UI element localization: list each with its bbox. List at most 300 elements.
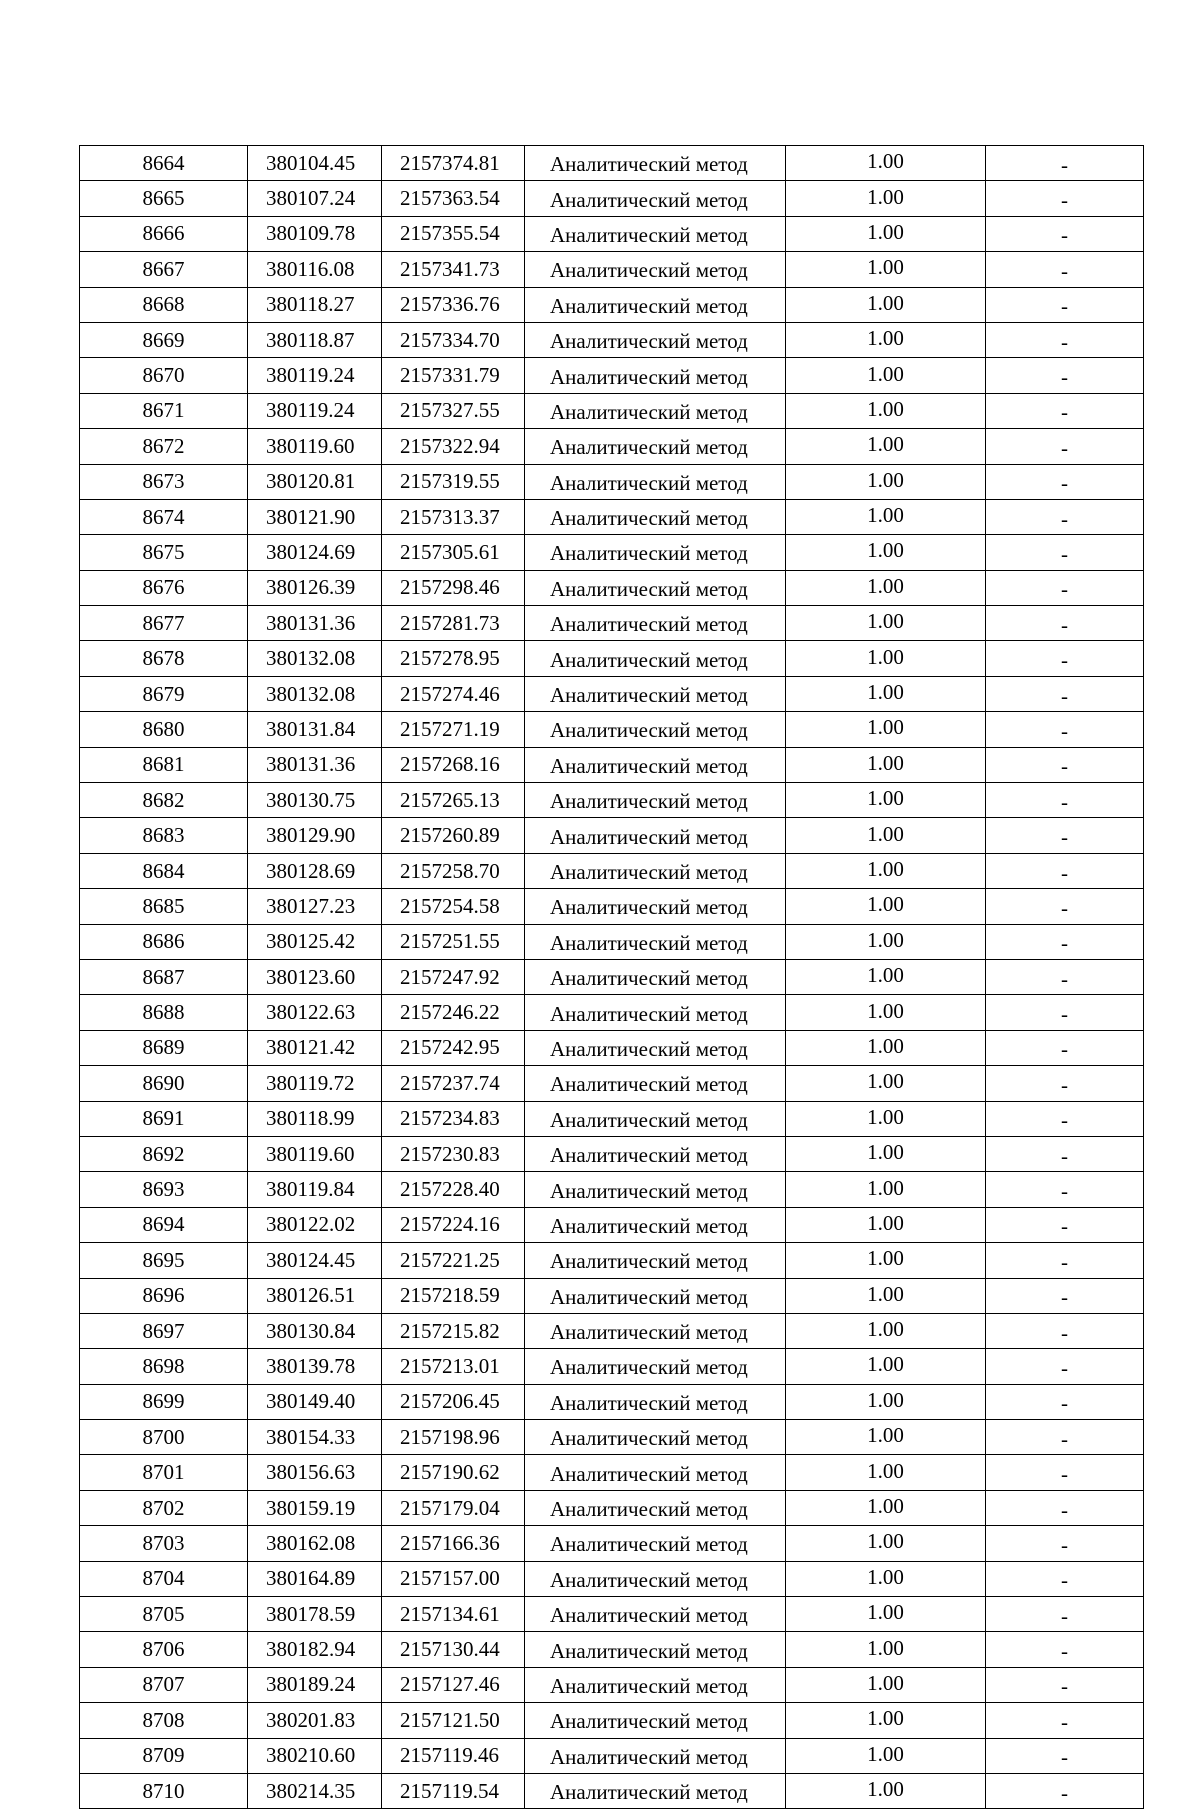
note-cell: - — [986, 216, 1144, 251]
x-coordinate-cell: 380119.60 — [248, 429, 382, 464]
point-number-cell: 8675 — [80, 535, 248, 570]
method-cell: Аналитический метод — [525, 676, 786, 711]
point-number-cell: 8691 — [80, 1101, 248, 1136]
method-cell: Аналитический метод — [525, 358, 786, 393]
point-number-cell: 8669 — [80, 322, 248, 357]
accuracy-cell: 1.00 — [786, 535, 986, 570]
point-number-cell: 8707 — [80, 1667, 248, 1702]
method-cell: Аналитический метод — [525, 1420, 786, 1455]
y-coordinate-cell: 2157230.83 — [382, 1136, 525, 1171]
point-number-cell: 8682 — [80, 783, 248, 818]
y-coordinate-cell: 2157179.04 — [382, 1490, 525, 1525]
x-coordinate-cell: 380122.63 — [248, 995, 382, 1030]
accuracy-cell: 1.00 — [786, 252, 986, 287]
accuracy-cell: 1.00 — [786, 1738, 986, 1773]
table-row — [80, 1066, 1144, 1101]
accuracy-cell: 1.00 — [786, 924, 986, 959]
table-row — [80, 535, 1144, 570]
accuracy-cell: 1.00 — [786, 1526, 986, 1561]
x-coordinate-cell: 380121.90 — [248, 499, 382, 534]
method-cell: Аналитический метод — [525, 146, 786, 181]
table-row — [80, 1490, 1144, 1525]
accuracy-cell: 1.00 — [786, 747, 986, 782]
x-coordinate-cell: 380119.24 — [248, 393, 382, 428]
point-number-cell: 8688 — [80, 995, 248, 1030]
y-coordinate-cell: 2157265.13 — [382, 783, 525, 818]
x-coordinate-cell: 380121.42 — [248, 1030, 382, 1065]
point-number-cell: 8694 — [80, 1207, 248, 1242]
note-cell: - — [986, 464, 1144, 499]
y-coordinate-cell: 2157157.00 — [382, 1561, 525, 1596]
method-cell: Аналитический метод — [525, 889, 786, 924]
accuracy-cell: 1.00 — [786, 570, 986, 605]
point-number-cell: 8706 — [80, 1632, 248, 1667]
x-coordinate-cell: 380127.23 — [248, 889, 382, 924]
point-number-cell: 8695 — [80, 1243, 248, 1278]
method-cell: Аналитический метод — [525, 216, 786, 251]
x-coordinate-cell: 380128.69 — [248, 853, 382, 888]
note-cell: - — [986, 252, 1144, 287]
table-row — [80, 606, 1144, 641]
note-cell: - — [986, 818, 1144, 853]
accuracy-cell: 1.00 — [786, 1349, 986, 1384]
table-row — [80, 1703, 1144, 1738]
x-coordinate-cell: 380131.36 — [248, 606, 382, 641]
y-coordinate-cell: 2157258.70 — [382, 853, 525, 888]
accuracy-cell: 1.00 — [786, 216, 986, 251]
accuracy-cell: 1.00 — [786, 1172, 986, 1207]
method-cell: Аналитический метод — [525, 1738, 786, 1773]
method-cell: Аналитический метод — [525, 712, 786, 747]
table-row — [80, 1349, 1144, 1384]
accuracy-cell: 1.00 — [786, 1066, 986, 1101]
method-cell: Аналитический метод — [525, 570, 786, 605]
accuracy-cell: 1.00 — [786, 1703, 986, 1738]
x-coordinate-cell: 380154.33 — [248, 1420, 382, 1455]
x-coordinate-cell: 380119.84 — [248, 1172, 382, 1207]
x-coordinate-cell: 380109.78 — [248, 216, 382, 251]
method-cell: Аналитический метод — [525, 393, 786, 428]
point-number-cell: 8696 — [80, 1278, 248, 1313]
table-row — [80, 676, 1144, 711]
accuracy-cell: 1.00 — [786, 818, 986, 853]
table-row — [80, 1632, 1144, 1667]
note-cell: - — [986, 1632, 1144, 1667]
note-cell: - — [986, 1172, 1144, 1207]
y-coordinate-cell: 2157281.73 — [382, 606, 525, 641]
method-cell: Аналитический метод — [525, 429, 786, 464]
x-coordinate-cell: 380122.02 — [248, 1207, 382, 1242]
method-cell: Аналитический метод — [525, 924, 786, 959]
point-number-cell: 8674 — [80, 499, 248, 534]
table-row — [80, 959, 1144, 994]
y-coordinate-cell: 2157121.50 — [382, 1703, 525, 1738]
y-coordinate-cell: 2157237.74 — [382, 1066, 525, 1101]
table-row — [80, 216, 1144, 251]
point-number-cell: 8690 — [80, 1066, 248, 1101]
note-cell: - — [986, 959, 1144, 994]
method-cell: Аналитический метод — [525, 1561, 786, 1596]
table-row — [80, 499, 1144, 534]
note-cell: - — [986, 181, 1144, 216]
method-cell: Аналитический метод — [525, 181, 786, 216]
method-cell: Аналитический метод — [525, 959, 786, 994]
x-coordinate-cell: 380182.94 — [248, 1632, 382, 1667]
note-cell: - — [986, 1420, 1144, 1455]
accuracy-cell: 1.00 — [786, 1632, 986, 1667]
x-coordinate-cell: 380118.99 — [248, 1101, 382, 1136]
note-cell: - — [986, 1773, 1144, 1808]
note-cell: - — [986, 1703, 1144, 1738]
note-cell: - — [986, 641, 1144, 676]
table-row — [80, 358, 1144, 393]
table-row — [80, 464, 1144, 499]
y-coordinate-cell: 2157246.22 — [382, 995, 525, 1030]
y-coordinate-cell: 2157355.54 — [382, 216, 525, 251]
note-cell: - — [986, 783, 1144, 818]
accuracy-cell: 1.00 — [786, 1420, 986, 1455]
note-cell: - — [986, 995, 1144, 1030]
table-row — [80, 889, 1144, 924]
method-cell: Аналитический метод — [525, 1278, 786, 1313]
y-coordinate-cell: 2157260.89 — [382, 818, 525, 853]
y-coordinate-cell: 2157221.25 — [382, 1243, 525, 1278]
method-cell: Аналитический метод — [525, 853, 786, 888]
method-cell: Аналитический метод — [525, 1597, 786, 1632]
y-coordinate-cell: 2157251.55 — [382, 924, 525, 959]
table-row — [80, 924, 1144, 959]
note-cell: - — [986, 429, 1144, 464]
note-cell: - — [986, 146, 1144, 181]
note-cell: - — [986, 499, 1144, 534]
y-coordinate-cell: 2157331.79 — [382, 358, 525, 393]
point-number-cell: 8701 — [80, 1455, 248, 1490]
x-coordinate-cell: 380156.63 — [248, 1455, 382, 1490]
y-coordinate-cell: 2157215.82 — [382, 1313, 525, 1348]
x-coordinate-cell: 380123.60 — [248, 959, 382, 994]
point-number-cell: 8699 — [80, 1384, 248, 1419]
point-number-cell: 8689 — [80, 1030, 248, 1065]
note-cell: - — [986, 287, 1144, 322]
accuracy-cell: 1.00 — [786, 1490, 986, 1525]
point-number-cell: 8671 — [80, 393, 248, 428]
point-number-cell: 8681 — [80, 747, 248, 782]
y-coordinate-cell: 2157254.58 — [382, 889, 525, 924]
accuracy-cell: 1.00 — [786, 1136, 986, 1171]
method-cell: Аналитический метод — [525, 464, 786, 499]
y-coordinate-cell: 2157298.46 — [382, 570, 525, 605]
accuracy-cell: 1.00 — [786, 606, 986, 641]
accuracy-cell: 1.00 — [786, 1101, 986, 1136]
point-number-cell: 8710 — [80, 1773, 248, 1808]
accuracy-cell: 1.00 — [786, 1313, 986, 1348]
y-coordinate-cell: 2157198.96 — [382, 1420, 525, 1455]
method-cell: Аналитический метод — [525, 252, 786, 287]
point-number-cell: 8708 — [80, 1703, 248, 1738]
table-row — [80, 1101, 1144, 1136]
method-cell: Аналитический метод — [525, 1172, 786, 1207]
method-cell: Аналитический метод — [525, 641, 786, 676]
accuracy-cell: 1.00 — [786, 889, 986, 924]
accuracy-cell: 1.00 — [786, 853, 986, 888]
x-coordinate-cell: 380126.39 — [248, 570, 382, 605]
table-row — [80, 1384, 1144, 1419]
note-cell: - — [986, 712, 1144, 747]
point-number-cell: 8703 — [80, 1526, 248, 1561]
x-coordinate-cell: 380119.60 — [248, 1136, 382, 1171]
point-number-cell: 8664 — [80, 146, 248, 181]
point-number-cell: 8700 — [80, 1420, 248, 1455]
accuracy-cell: 1.00 — [786, 959, 986, 994]
x-coordinate-cell: 380178.59 — [248, 1597, 382, 1632]
point-number-cell: 8676 — [80, 570, 248, 605]
x-coordinate-cell: 380125.42 — [248, 924, 382, 959]
y-coordinate-cell: 2157247.92 — [382, 959, 525, 994]
y-coordinate-cell: 2157119.46 — [382, 1738, 525, 1773]
table-row — [80, 1136, 1144, 1171]
x-coordinate-cell: 380139.78 — [248, 1349, 382, 1384]
note-cell: - — [986, 1384, 1144, 1419]
y-coordinate-cell: 2157213.01 — [382, 1349, 525, 1384]
point-number-cell: 8698 — [80, 1349, 248, 1384]
point-number-cell: 8670 — [80, 358, 248, 393]
x-coordinate-cell: 380119.24 — [248, 358, 382, 393]
note-cell: - — [986, 535, 1144, 570]
note-cell: - — [986, 1597, 1144, 1632]
x-coordinate-cell: 380124.69 — [248, 535, 382, 570]
x-coordinate-cell: 380149.40 — [248, 1384, 382, 1419]
method-cell: Аналитический метод — [525, 535, 786, 570]
y-coordinate-cell: 2157206.45 — [382, 1384, 525, 1419]
table-row — [80, 1278, 1144, 1313]
accuracy-cell: 1.00 — [786, 181, 986, 216]
y-coordinate-cell: 2157271.19 — [382, 712, 525, 747]
y-coordinate-cell: 2157119.54 — [382, 1773, 525, 1808]
table-row — [80, 322, 1144, 357]
accuracy-cell: 1.00 — [786, 1278, 986, 1313]
point-number-cell: 8704 — [80, 1561, 248, 1596]
accuracy-cell: 1.00 — [786, 358, 986, 393]
y-coordinate-cell: 2157224.16 — [382, 1207, 525, 1242]
note-cell: - — [986, 1207, 1144, 1242]
table-row — [80, 1526, 1144, 1561]
y-coordinate-cell: 2157334.70 — [382, 322, 525, 357]
y-coordinate-cell: 2157127.46 — [382, 1667, 525, 1702]
x-coordinate-cell: 380132.08 — [248, 676, 382, 711]
accuracy-cell: 1.00 — [786, 1207, 986, 1242]
x-coordinate-cell: 380162.08 — [248, 1526, 382, 1561]
accuracy-cell: 1.00 — [786, 393, 986, 428]
x-coordinate-cell: 380159.19 — [248, 1490, 382, 1525]
method-cell: Аналитический метод — [525, 1207, 786, 1242]
x-coordinate-cell: 380124.45 — [248, 1243, 382, 1278]
table-row — [80, 818, 1144, 853]
x-coordinate-cell: 380118.27 — [248, 287, 382, 322]
point-number-cell: 8678 — [80, 641, 248, 676]
table-row — [80, 252, 1144, 287]
note-cell: - — [986, 1455, 1144, 1490]
y-coordinate-cell: 2157319.55 — [382, 464, 525, 499]
method-cell: Аналитический метод — [525, 1313, 786, 1348]
x-coordinate-cell: 380116.08 — [248, 252, 382, 287]
table-row — [80, 995, 1144, 1030]
y-coordinate-cell: 2157322.94 — [382, 429, 525, 464]
accuracy-cell: 1.00 — [786, 499, 986, 534]
point-number-cell: 8680 — [80, 712, 248, 747]
note-cell: - — [986, 1278, 1144, 1313]
method-cell: Аналитический метод — [525, 606, 786, 641]
x-coordinate-cell: 380107.24 — [248, 181, 382, 216]
method-cell: Аналитический метод — [525, 1773, 786, 1808]
y-coordinate-cell: 2157130.44 — [382, 1632, 525, 1667]
accuracy-cell: 1.00 — [786, 146, 986, 181]
note-cell: - — [986, 322, 1144, 357]
y-coordinate-cell: 2157268.16 — [382, 747, 525, 782]
method-cell: Аналитический метод — [525, 1243, 786, 1278]
method-cell: Аналитический метод — [525, 783, 786, 818]
accuracy-cell: 1.00 — [786, 1597, 986, 1632]
table-row — [80, 712, 1144, 747]
point-number-cell: 8683 — [80, 818, 248, 853]
table-row — [80, 1738, 1144, 1773]
table-row — [80, 747, 1144, 782]
note-cell: - — [986, 358, 1144, 393]
note-cell: - — [986, 393, 1144, 428]
point-number-cell: 8672 — [80, 429, 248, 464]
x-coordinate-cell: 380130.75 — [248, 783, 382, 818]
x-coordinate-cell: 380132.08 — [248, 641, 382, 676]
note-cell: - — [986, 1066, 1144, 1101]
y-coordinate-cell: 2157234.83 — [382, 1101, 525, 1136]
accuracy-cell: 1.00 — [786, 712, 986, 747]
x-coordinate-cell: 380130.84 — [248, 1313, 382, 1348]
point-number-cell: 8702 — [80, 1490, 248, 1525]
note-cell: - — [986, 1136, 1144, 1171]
x-coordinate-cell: 380131.84 — [248, 712, 382, 747]
note-cell: - — [986, 853, 1144, 888]
accuracy-cell: 1.00 — [786, 464, 986, 499]
point-number-cell: 8687 — [80, 959, 248, 994]
point-number-cell: 8705 — [80, 1597, 248, 1632]
accuracy-cell: 1.00 — [786, 995, 986, 1030]
note-cell: - — [986, 1101, 1144, 1136]
x-coordinate-cell: 380189.24 — [248, 1667, 382, 1702]
table-row — [80, 1030, 1144, 1065]
point-number-cell: 8684 — [80, 853, 248, 888]
x-coordinate-cell: 380201.83 — [248, 1703, 382, 1738]
note-cell: - — [986, 676, 1144, 711]
y-coordinate-cell: 2157242.95 — [382, 1030, 525, 1065]
x-coordinate-cell: 380164.89 — [248, 1561, 382, 1596]
table-row — [80, 1773, 1144, 1808]
note-cell: - — [986, 606, 1144, 641]
method-cell: Аналитический метод — [525, 1384, 786, 1419]
note-cell: - — [986, 924, 1144, 959]
y-coordinate-cell: 2157218.59 — [382, 1278, 525, 1313]
table-row — [80, 1172, 1144, 1207]
method-cell: Аналитический метод — [525, 747, 786, 782]
method-cell: Аналитический метод — [525, 499, 786, 534]
method-cell: Аналитический метод — [525, 1632, 786, 1667]
table-row — [80, 287, 1144, 322]
y-coordinate-cell: 2157166.36 — [382, 1526, 525, 1561]
x-coordinate-cell: 380126.51 — [248, 1278, 382, 1313]
method-cell: Аналитический метод — [525, 1667, 786, 1702]
x-coordinate-cell: 380118.87 — [248, 322, 382, 357]
accuracy-cell: 1.00 — [786, 641, 986, 676]
point-number-cell: 8685 — [80, 889, 248, 924]
point-number-cell: 8679 — [80, 676, 248, 711]
table-row — [80, 1667, 1144, 1702]
point-number-cell: 8697 — [80, 1313, 248, 1348]
note-cell: - — [986, 747, 1144, 782]
x-coordinate-cell: 380104.45 — [248, 146, 382, 181]
point-number-cell: 8673 — [80, 464, 248, 499]
point-number-cell: 8692 — [80, 1136, 248, 1171]
accuracy-cell: 1.00 — [786, 1243, 986, 1278]
coordinates-table — [79, 145, 1144, 1809]
point-number-cell: 8666 — [80, 216, 248, 251]
table-row — [80, 181, 1144, 216]
table-row — [80, 1597, 1144, 1632]
x-coordinate-cell: 380131.36 — [248, 747, 382, 782]
table-row — [80, 1243, 1144, 1278]
point-number-cell: 8709 — [80, 1738, 248, 1773]
table-row — [80, 641, 1144, 676]
method-cell: Аналитический метод — [525, 1030, 786, 1065]
accuracy-cell: 1.00 — [786, 322, 986, 357]
table-row — [80, 1455, 1144, 1490]
point-number-cell: 8693 — [80, 1172, 248, 1207]
note-cell: - — [986, 1313, 1144, 1348]
accuracy-cell: 1.00 — [786, 287, 986, 322]
note-cell: - — [986, 1490, 1144, 1525]
x-coordinate-cell: 380214.35 — [248, 1773, 382, 1808]
y-coordinate-cell: 2157327.55 — [382, 393, 525, 428]
table-row — [80, 393, 1144, 428]
point-number-cell: 8665 — [80, 181, 248, 216]
table-row — [80, 429, 1144, 464]
method-cell: Аналитический метод — [525, 1066, 786, 1101]
y-coordinate-cell: 2157341.73 — [382, 252, 525, 287]
table-body — [80, 146, 1144, 1809]
accuracy-cell: 1.00 — [786, 783, 986, 818]
accuracy-cell: 1.00 — [786, 1667, 986, 1702]
x-coordinate-cell: 380120.81 — [248, 464, 382, 499]
note-cell: - — [986, 1738, 1144, 1773]
note-cell: - — [986, 1349, 1144, 1384]
note-cell: - — [986, 1667, 1144, 1702]
y-coordinate-cell: 2157134.61 — [382, 1597, 525, 1632]
x-coordinate-cell: 380210.60 — [248, 1738, 382, 1773]
table-row — [80, 146, 1144, 181]
note-cell: - — [986, 889, 1144, 924]
accuracy-cell: 1.00 — [786, 1773, 986, 1808]
point-number-cell: 8677 — [80, 606, 248, 641]
point-number-cell: 8667 — [80, 252, 248, 287]
y-coordinate-cell: 2157336.76 — [382, 287, 525, 322]
method-cell: Аналитический метод — [525, 1136, 786, 1171]
note-cell: - — [986, 570, 1144, 605]
method-cell: Аналитический метод — [525, 995, 786, 1030]
method-cell: Аналитический метод — [525, 1703, 786, 1738]
method-cell: Аналитический метод — [525, 818, 786, 853]
y-coordinate-cell: 2157228.40 — [382, 1172, 525, 1207]
table-row — [80, 853, 1144, 888]
method-cell: Аналитический метод — [525, 1526, 786, 1561]
y-coordinate-cell: 2157274.46 — [382, 676, 525, 711]
method-cell: Аналитический метод — [525, 1101, 786, 1136]
